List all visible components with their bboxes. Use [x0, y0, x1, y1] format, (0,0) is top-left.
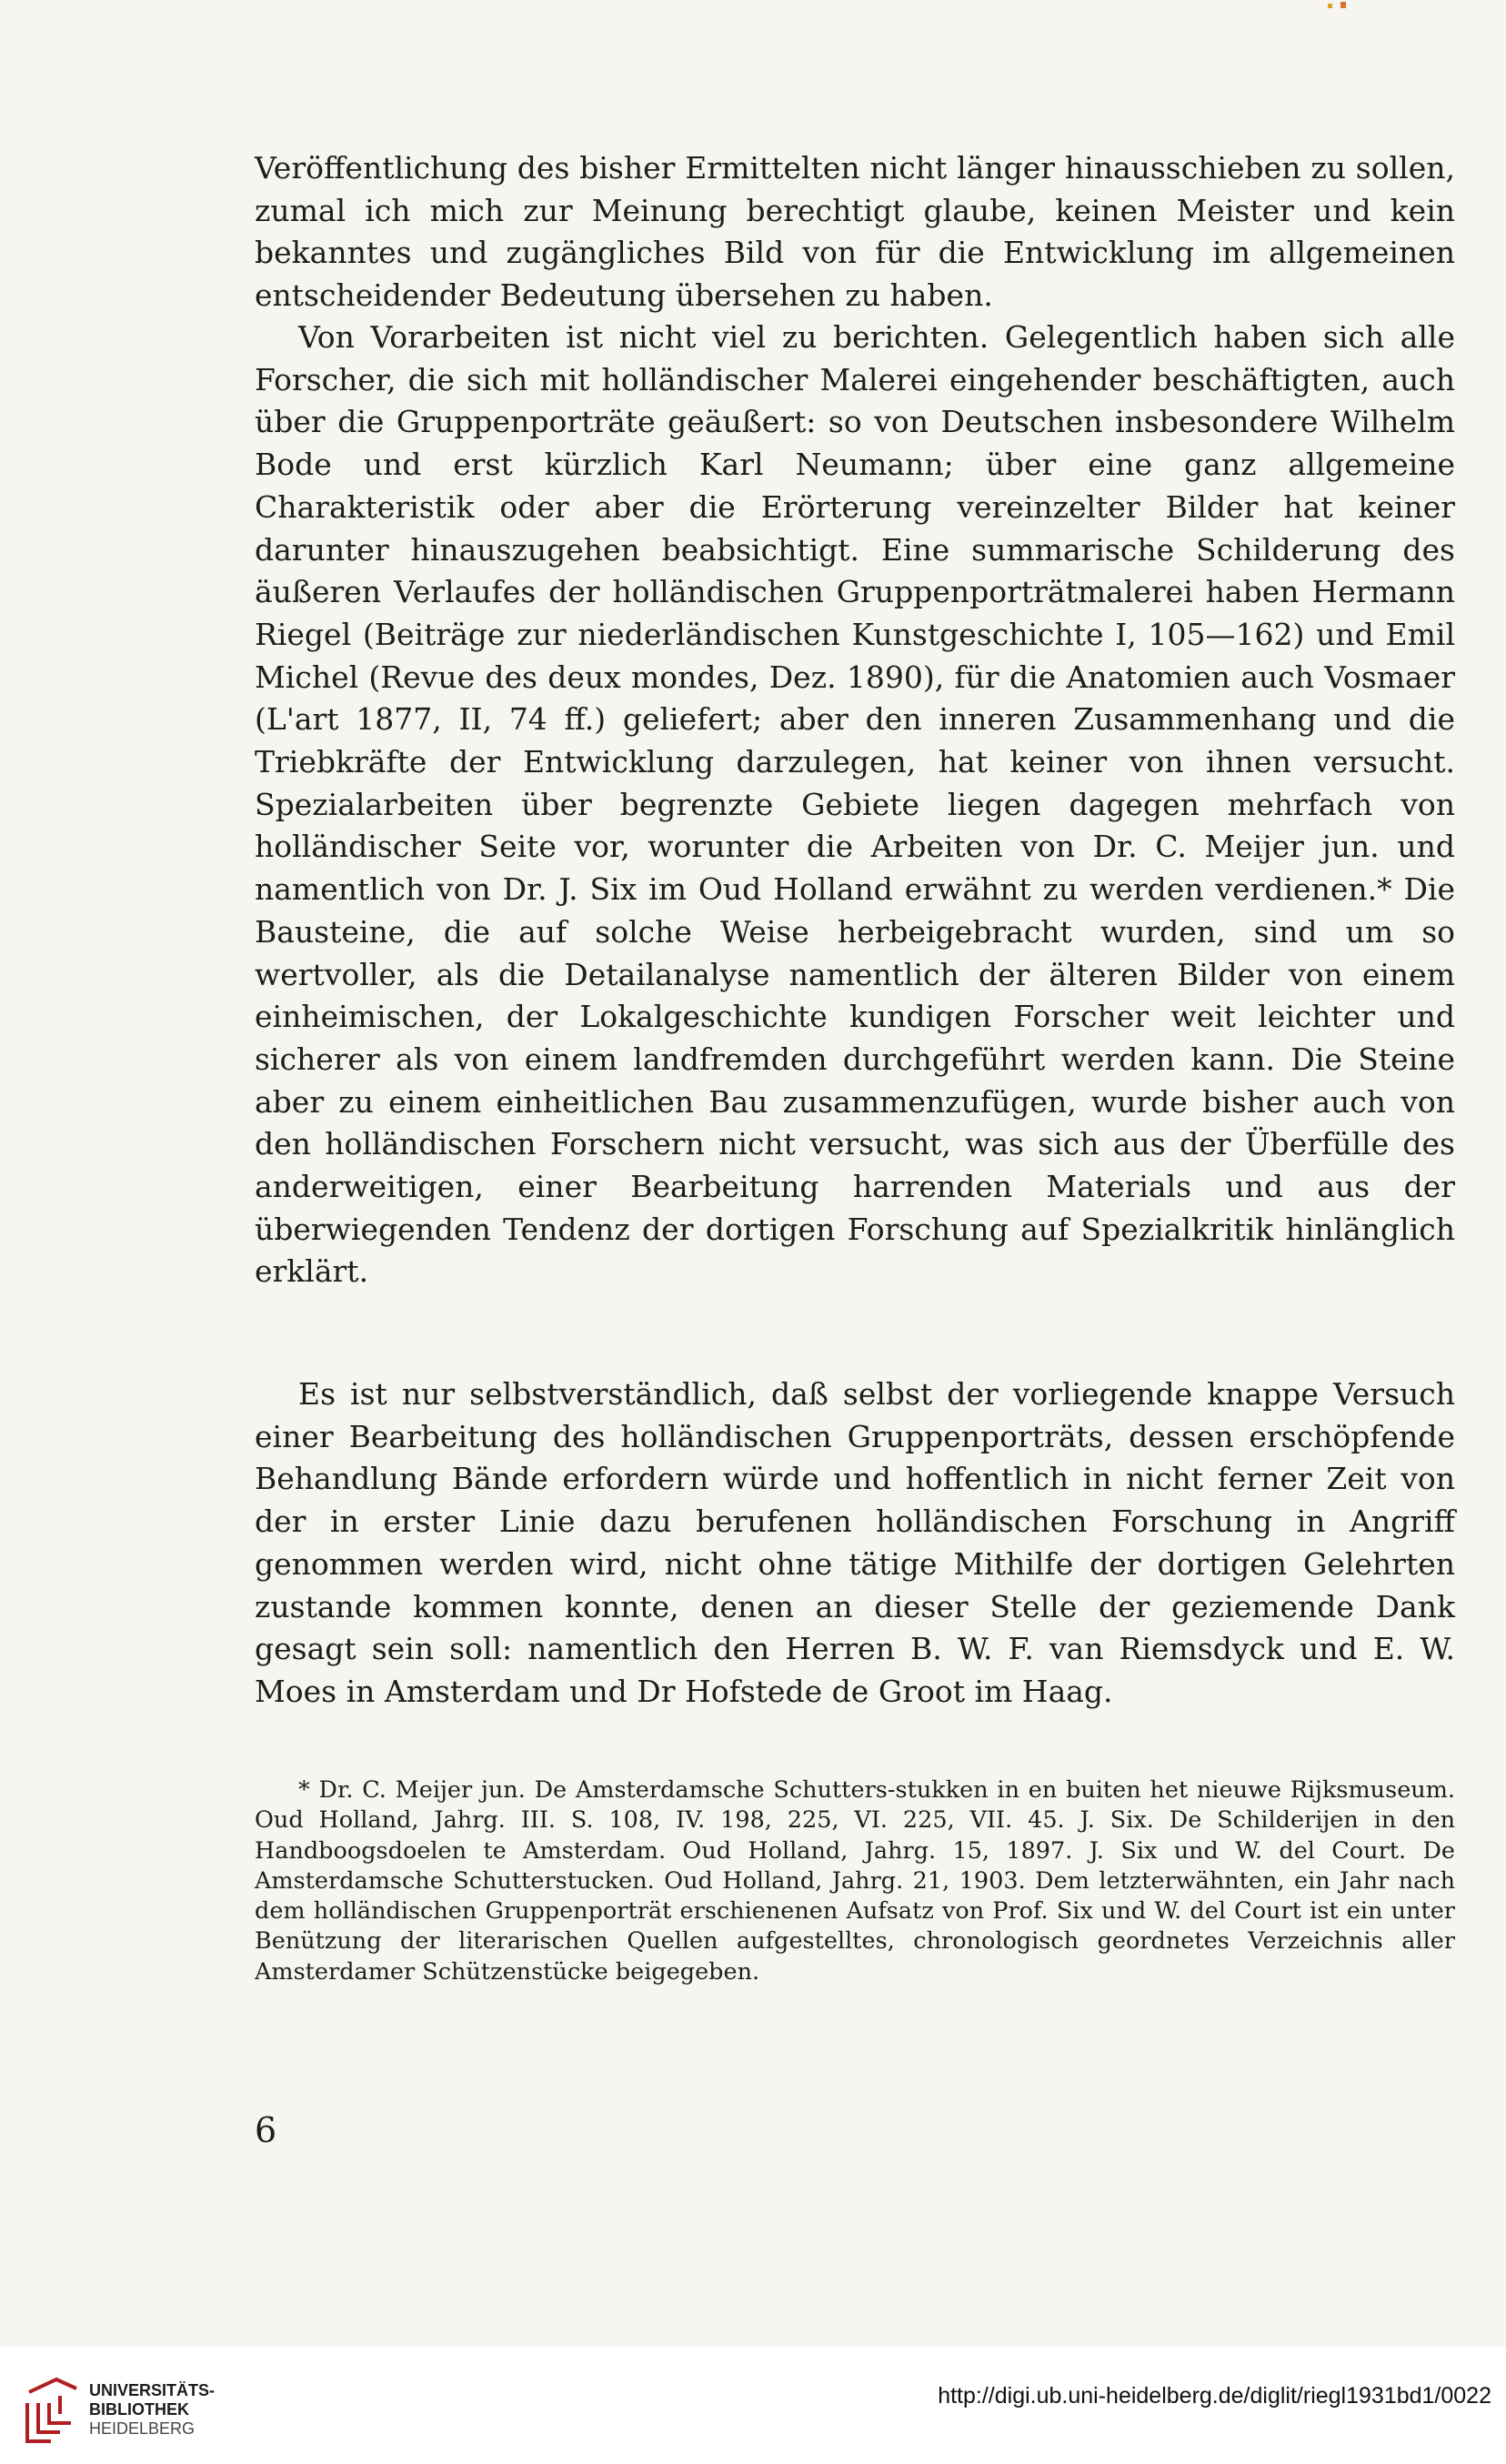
- footnote: * Dr. C. Meijer jun. De Amsterdamsche Schutters-stukken in en buiten het nieuwe Rijksmuseum. Oud Holland, Jahrg. III. S. 108, IV. 198, 225, VI. 225, VII. 45. J. Six. De Schilderijen in den Handboogsdoelen te Amsterdam. Oud Holland, Jahrg. 15, 1897. J. Six und W. del Court. De Amsterdamsche Schutterstucken. Oud Holland, Jahrg. 21, 1903. Dem letzterwähnten, ein Jahr nach dem holländischen Gruppenporträt erschienenen Aufsatz von Prof. Six und W. del Court ist ein unter Benützung der literarischen Quellen aufgestelltes, chronologisch geordnetes Verzeichnis aller Amsterdamer Schützenstücke beigegeben.: [255, 1776, 1455, 1986]
- library-logo-icon: [20, 2374, 84, 2450]
- body-paragraph-1: Veröffentlichung des bisher Ermittelten nicht länger hinausschieben zu sollen, zumal ich mich zur Meinung berechtigt glaube, keinen Meister und kein bekanntes und zugängliches Bild von für die Entwicklung im allgemeinen entscheidender Bedeutung übersehen zu haben.: [255, 150, 1455, 314]
- body-paragraph-3: Es ist nur selbstverständlich, daß selbst der vorliegende knappe Versuch einer Bearbeitung des holländischen Gruppenporträts, dessen erschöpfende Behandlung Bände erfordern würde und hoffentlich in nicht ferner Zeit von der in erster Linie dazu berufenen holländischen Forschung in Angriff genommen werden wird, nicht ohne tätige Mithilfe der dortigen Gelehrten zustande kommen konnte, denen an dieser Stelle der geziemende Dank gesagt sein soll: namentlich den Herren B. W. F. van Riemsdyck und E. W. Moes in Amsterdam und Dr Hofstede de Groot im Haag.: [255, 1376, 1455, 1709]
- library-name-line-1: UNIVERSITÄTS-: [89, 2381, 216, 2399]
- body-paragraph-2: Von Vorarbeiten ist nicht viel zu berichten. Gelegentlich haben sich alle Forscher, die sich mit holländischer Malerei eingehender beschäftigten, auch über die Gruppenporträte geäußert: so von Deutschen insbesondere Wilhelm Bode und erst kürzlich Karl Neumann; über eine ganz allgemeine Charakteristik oder aber die Erörterung vereinzelter Bilder hat keiner darunter hinauszugehen beabsichtigt. Eine summarische Schilderung des äußeren Verlaufes der holländischen Gruppenporträtmalerei haben Hermann Riegel (Beiträge zur niederländischen Kunstgeschichte I, 105—162) und Emil Michel (Revue des deux mondes, Dez. 1890), für die Anatomien auch Vosmaer (L'art 1877, II, 74 ff.) geliefert; aber den inneren Zusammenhang und die Triebkräfte der Entwicklung darzulegen, hat keiner von ihnen versucht. Spezialarbeiten über begrenzte Gebiete liegen dagegen mehrfach von holländischer Seite vor, worunter die Arbeiten von Dr. C. Meijer jun. und namentlich von Dr. J. Six im Oud Holland erwähnt zu werden verdienen.* Die Bausteine, die auf solche Weise herbeigebracht wurden, sind um so wertvoller, als die Detailanalyse namentlich der älteren Bilder von einem einheimischen, der Lokalgeschichte kundigen Forscher weit leichter und sicherer als von einem landfremden durchgeführt werden kann. Die Steine aber zu einem einheitlichen Bau zusammenzufügen, wurde bisher auch von den holländischen Forschern nicht versucht, was sich aus der Überfülle des anderweitigen, einer Bearbeitung harrenden Materials und aus der überwiegenden Tendenz der dortigen Forschung auf Spezialkritik hinlänglich erklärt.: [255, 319, 1455, 1290]
- source-url-link[interactable]: http://digi.ub.uni-heidelberg.de/diglit/riegl1931bd1/0022: [938, 2383, 1491, 2409]
- library-name-line-2: BIBLIOTHEK: [89, 2400, 189, 2419]
- library-name-line-3: HEIDELBERG: [89, 2419, 196, 2438]
- page-number: 6: [255, 2110, 277, 2150]
- library-name: [89, 2381, 215, 2439]
- corner-mark-icon: [1326, 0, 1353, 13]
